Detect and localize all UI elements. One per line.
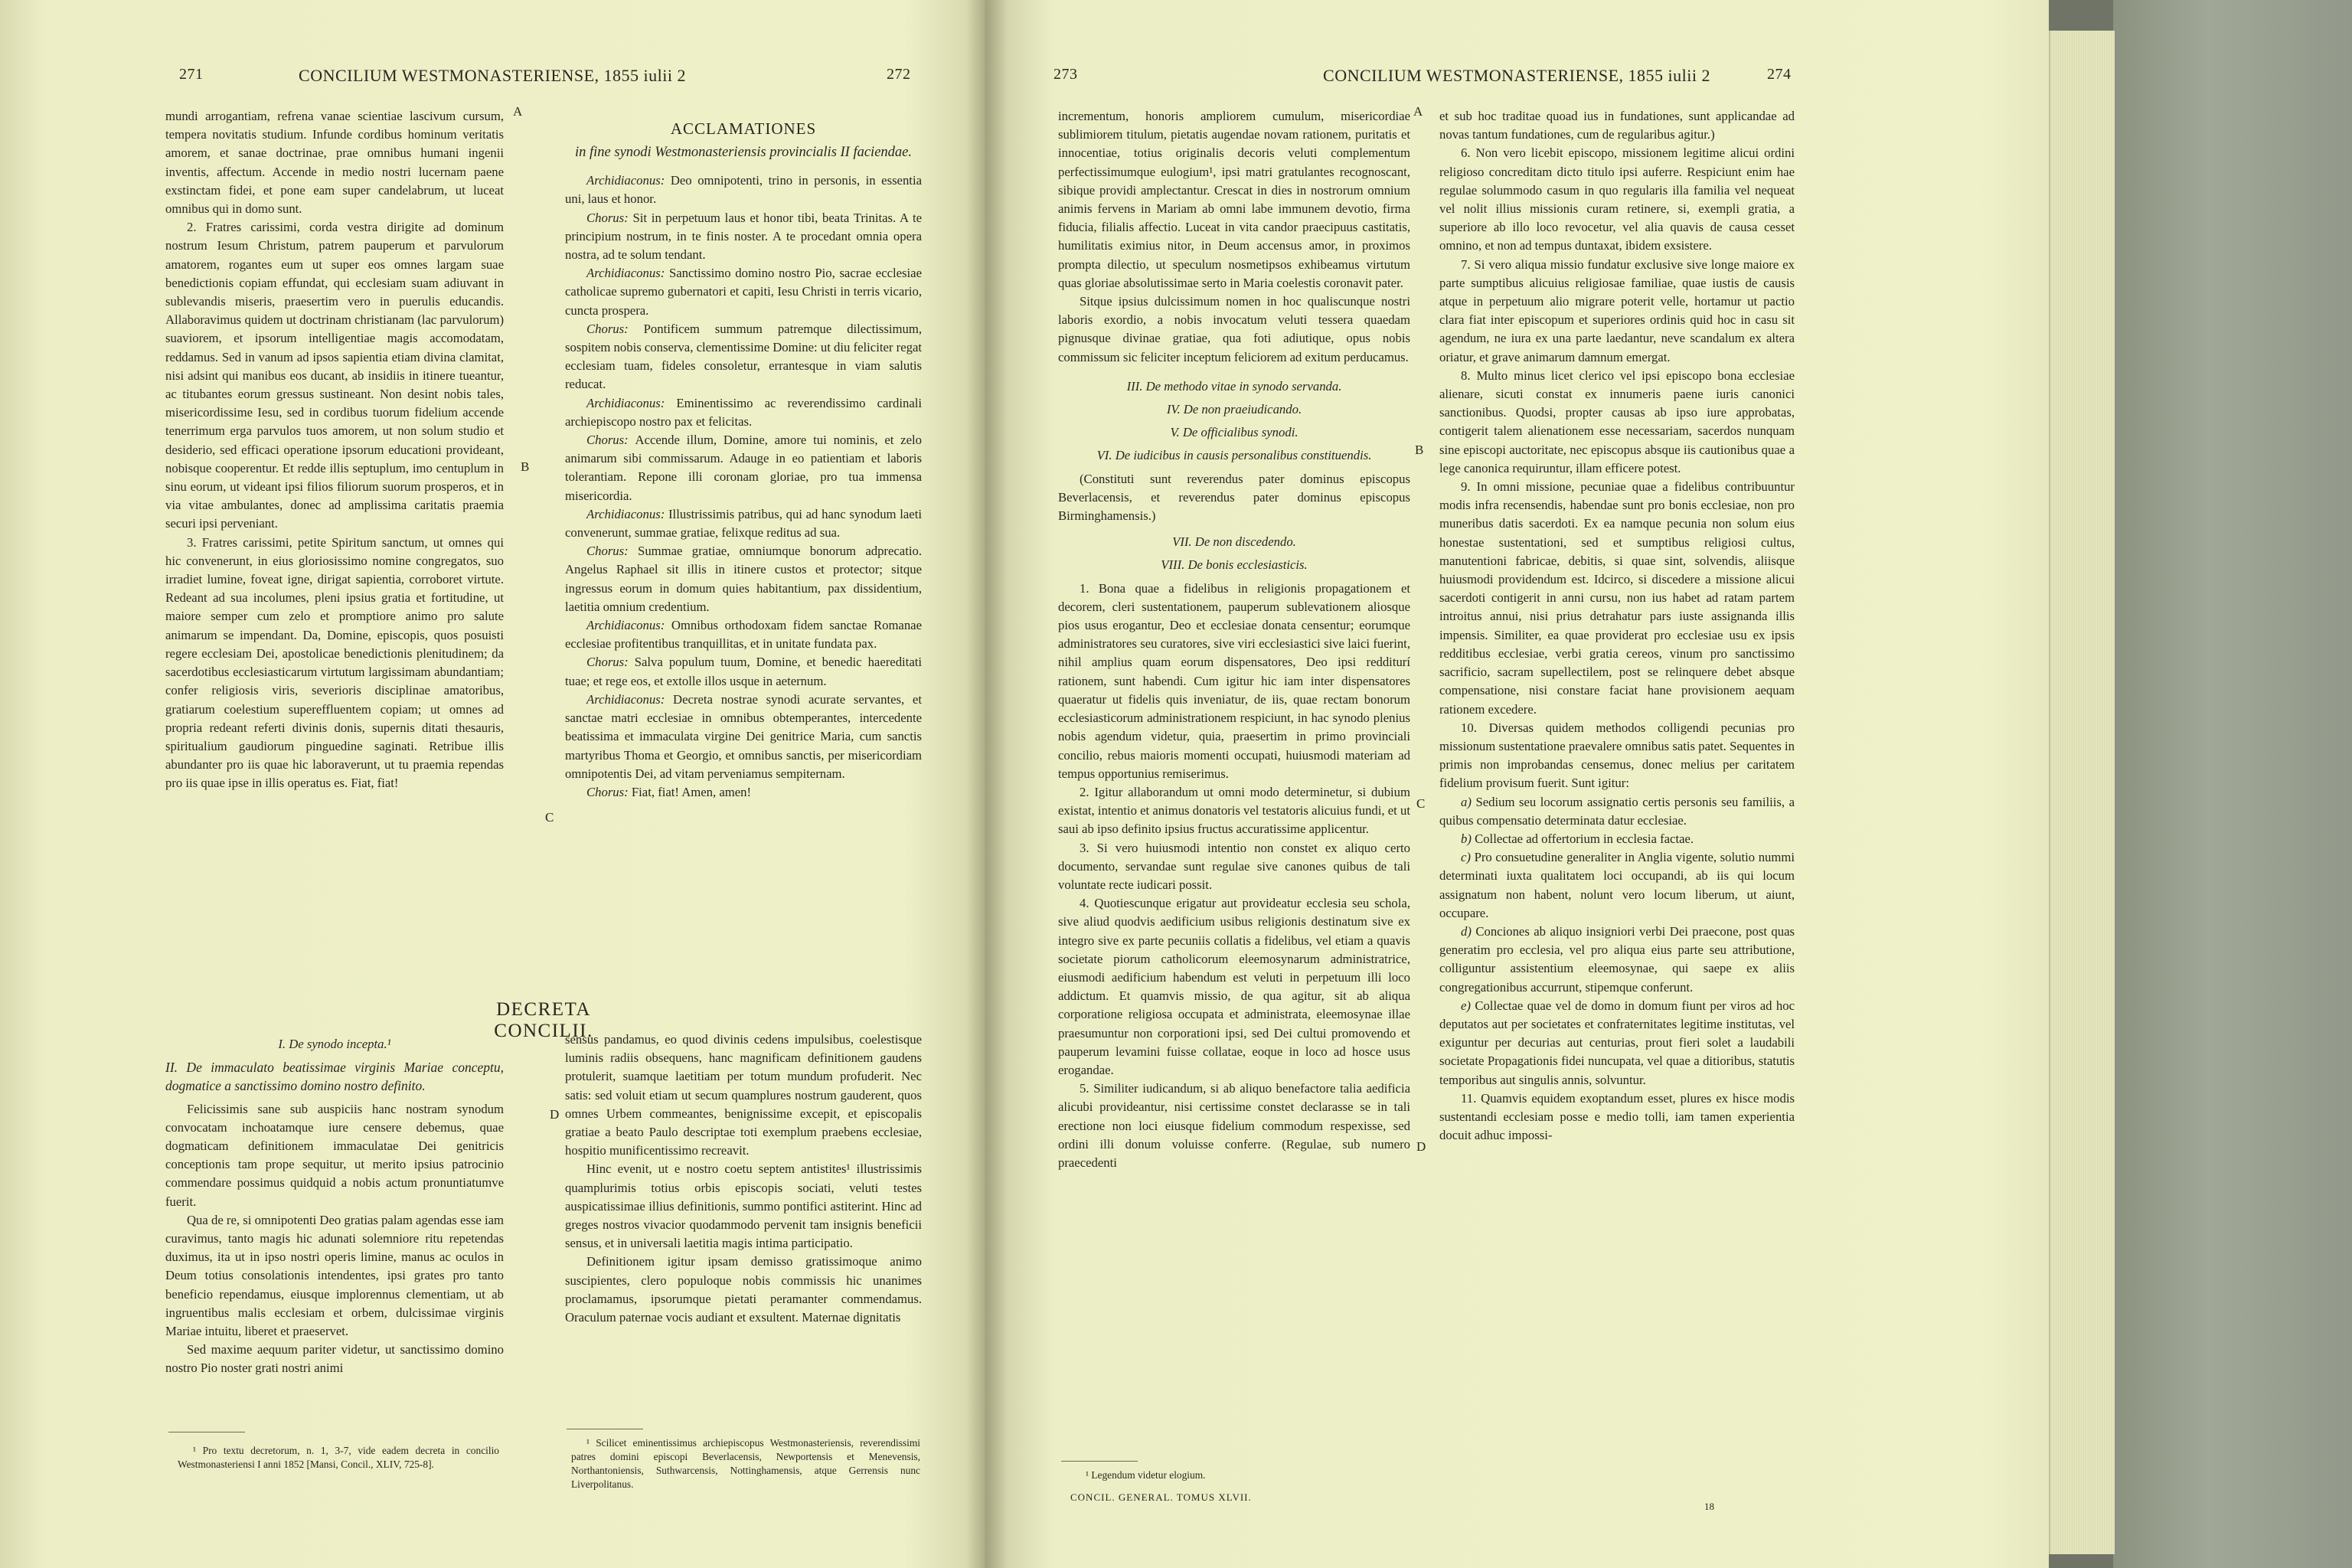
text-column (1439, 107, 1795, 1145)
paragraph: (Constituti sunt reverendus pater dominus episcopus Beverlacensis, et reverendus pater dominus episcopus Birminghamensis.) (1058, 471, 1410, 524)
margin-marker: B (1415, 443, 1424, 457)
list-text: Collectae ad offertorium in ecclesia factae. (1475, 831, 1694, 846)
signature-mark: CONCIL. GENERAL. TOMUS XLVII. (1070, 1491, 1252, 1503)
paragraph: 11. Quamvis equidem exoptandum esset, plures ex hisce modis sustentandi ecclesiam posse e medio tolli, iam tamen experientia docuit adhuc impossi- (1439, 1090, 1795, 1143)
acclamation (565, 209, 922, 265)
page-number: 272 (887, 66, 911, 83)
speaker-label: Chorus: (586, 321, 644, 336)
speaker-label: Archidiaconus: (586, 395, 677, 410)
speaker-label: Chorus: (586, 433, 635, 448)
footnote (571, 1436, 920, 1491)
paragraph: incrementum, honoris ampliorem cumulum, misericordiae sublimiorem titulum, pietatis augendae novam rationem, puritatis et innocentiae, totius originalis decoris veluti complementum perfectissimumque eulogium¹, ipsi matri gratulantes recognoscant, sibique providi amplectantur. Crescat in dies in nostrorum omnium animis fervens in Mariam ab omni labe immunem devotio, firma fiducia, filialis affectio. Luceat in vita candor praecipuus castitatis, humilitatis eximius nitor, in Deum accensus amor, in proximos prompta dilectio, ut speculum nosmetipsos exhibeamus virtutum quas gloriae absolutissimae serto in Maria coelestis coronavit pater. (1058, 109, 1410, 290)
paragraph: 8. Multo minus licet clerico vel ipsi episcopo bona ecclesiae alienare, sicuti constat ex innumeris paene iuris canonici sanctionibus. Quodsi, propter causas ab ipso iure approbatas, contigerit talem alienationem esse necessariam, sacerdos nunquam sine episcopi auctoritate, nec episcopus absque iis cautionibus quae a lege canonica requiruntur, illam efficere potest. (1439, 368, 1795, 475)
list-label: d) (1461, 923, 1476, 939)
heading-group (1058, 377, 1410, 466)
margin-marker: A (1413, 104, 1423, 119)
decreta-heading: DECRETA CONCILII. (494, 999, 593, 1041)
paragraph: Qua de re, si omnipotenti Deo gratias palam agendas esse iam curavimus, tanto magis hic adunati solemniore ritu repetendas duximus, ita ut in ipso nostri operis limine, manus ac oculos in Deum totius consolationis intendentes, ipsi grates pro tanto beneficio rependamus, eiusque implorennus clementiam, ut ab ingruentibus malis ecclesiam et orbem, dulcissimae virginis Mariae intuitu, liberet et praeservet. (165, 1212, 504, 1339)
footnote-rule (1061, 1461, 1138, 1462)
footnote (1070, 1468, 1407, 1482)
list-text: Pro consuetudine generaliter in Anglia vigente, solutio nummi determinati iuxta qualitatem loci occupandi, ab iis qui locum assignatum non habent, nolunt vero locum liberum, ut aiunt, occupare. (1439, 850, 1795, 920)
text-column (165, 107, 504, 793)
acclamation (565, 653, 922, 690)
page-edges (2049, 31, 2115, 1554)
paragraph: 9. In omni missione, pecuniae quae a fidelibus contribuuntur modis infra recensendis, habendae sunt pro bonis ecclesiae, non pro muneribus datis sacerdoti. Ex ea namque pecunia non solum eius honestae sustentationi, sed et sumptibus religiosi cultus, manutentioni fabricae, debitis, si quae sint, solvendis, aliisque huiusmodi providendum est. Idcirco, si discedere a missione alicui sacerdoti contigerit in anni cursu, non ius habet ad ratam partem introitus annui, nisi prius detrahatur pars iuste assignanda illis impensis. Similiter, ea quae providerat pro ecclesiae usu ex ipsis redditibus ecclesiae, verbi gratia cereos, vinum pro sanctissimo sacrificio, sacram supellectilem, post se relinquere debet absque compensatione, nisi constare faciat hane provisionem aequam rationem excedere. (1439, 479, 1795, 717)
acclamation-text: Salva populum tuum, Domine, et benedic haereditati tuae; et rege eos, et extolle illos usque in aeternum. (565, 655, 922, 688)
paragraph: Sed maxime aequum pariter videtur, ut sanctissimo domino nostro Pio noster grati nostri animi (165, 1342, 504, 1376)
text-column (565, 1031, 922, 1327)
footnote-text: ¹ Legendum videtur elogium. (1086, 1469, 1206, 1481)
acclamation (565, 616, 922, 653)
paragraph-group (165, 1100, 504, 1378)
running-head (985, 66, 2049, 93)
list-label: c) (1461, 850, 1475, 865)
heading-group (1058, 533, 1410, 574)
acclamation (565, 394, 922, 431)
acclamation-text: Summae gratiae, omniumque bonorum adprecatio. Angelus Raphael sit illis in itinere custos et protector; sitque ingressus eorum in domum quies habitantium, pax dissidentium, laetitia omnium credentium. (565, 544, 922, 614)
acclamation-text: Deo omnipotenti, trino in personis, in essentia uni, laus et honor. (565, 173, 922, 207)
list-text: Sedium seu locorum assignatio certis personis seu familiis, a quibus compensatio determinata datur ecclesiae. (1439, 794, 1795, 828)
speaker-label: Chorus: (586, 544, 639, 559)
list-text: Collectae quae vel de domo in domum fiunt per viros ad hoc deputatos aut per societates et confraternitates legitime institutas, vel exiguntur per decurias aut centurias, prout fieri solet a laudabili societate Propagationis fidei nuncupata, vel quae a ditioribus, statutis temporibus aut singulis annis, solvuntur. (1439, 998, 1795, 1087)
margin-marker: C (1416, 796, 1426, 811)
speaker-label: Archidiaconus: (586, 266, 669, 281)
paragraph: 3. Si vero huiusmodi intentio non constet ex aliquo certo documento, servandae sunt regulae sive canones quibus de tali voluntate recte iudicari possit. (1058, 840, 1410, 892)
margin-marker: A (513, 104, 523, 119)
background-surface (2113, 0, 2352, 1568)
acclamation (565, 320, 922, 394)
book-gutter (966, 0, 1008, 1568)
right-page (985, 0, 2049, 1568)
speaker-label: Archidiaconus: (586, 691, 674, 707)
acclamationes-column (565, 113, 922, 802)
list-item (1439, 923, 1795, 997)
list-text: Conciones ab aliquo insigniori verbi Dei praecone, post quas generatim pro ecclesia, vel pro aliqua eius parte seu attributione, colliguntur assistentium eleemosynae, qui saepe ex aliis congregationibus accurrunt, stipemque conferunt. (1439, 923, 1795, 995)
section-heading: V. De officialibus synodi. (1170, 425, 1298, 440)
list-item (1439, 830, 1795, 848)
list-item (1439, 997, 1795, 1089)
paragraph: mundi arrogantiam, refrena vanae scientiae lascivum cursum, tempera novitatis studium. Infunde cordibus hominum veritatis amorem, et sanae doctrinae, prae omnibus humani ingenii inventis, affectum. Accende in medio nostri lucernam paene exstinctam fidei, et pone eam super candelabrum, ut luceat omnibus qui in domo sunt. (165, 109, 504, 217)
acclamation-text: Eminentissimo ac reverendissimo cardinali archiepiscopo nostro pax et felicitas. (565, 395, 922, 429)
paragraph: 3. Fratres carissimi, petite Spiritum sanctum, ut omnes qui hic convenerunt, in eius gloriosissimo nomine congregatos, suo irradiet lumine, foveat igne, dirigat sapientia, corroboret virtute. Redeant ad sua incolumes, pleni ipsius gratia et fortitudine, ut maiore semper cum zelo et promptiore animo pro salute animarum se impendant. Da, Domine, episcopis, quos posuisti regere ecclesiam Dei, apostolicae benedictionis plenitudinem; da sacerdotibus ecclesiasticarum virtutum largissimam abundantiam; confer religiosis viris, severioris disciplinae amatoribus, gratiarum coelestium supereffluentem copiam; ut omnes ad propria redeant referti divinis donis, supernis ditati thesauris, spiritualium gaudiorum pinguedine saginati. Retribue illis abundanter pro iis quae hic laboraverunt, ut tu praemia rependas pro iis quae ipse in illis operatus es. Fiat, fiat! (165, 534, 504, 791)
list-item (1439, 793, 1795, 830)
text-column (165, 1031, 504, 1378)
paragraph: Sitque ipsius dulcissimum nomen in hoc qualiscunque nostri laboris exordio, a nobis invocatum veluti tessera quaedam pignusque divinae gratiae, qua foti adiutique, opus nobis commissum sic feliciter inceptum feliciorem ad exitum perducamus. (1058, 294, 1410, 364)
page-number: 271 (179, 66, 204, 83)
acclamation-text: Sit in perpetuum laus et honor tibi, beata Trinitas. A te principium nostrum, in te finis noster. A te procedant omnia opera nostra, ad te solum tendant. (565, 210, 922, 263)
paragraph: 7. Si vero aliqua missio fundatur exclusive sive longe maiore ex parte sumptibus alicuius religiosae familiae, quae iustis de causis atque in perpetuum alio migrare poterit velle, hortamur ut pactio clara fiat inter episcopum et superiores ordinis quid hoc in casu sit agendum, ne iura ex una parte laedantur, neve scandalum ex altera oriatur, et grave animarum damnum emergat. (1439, 256, 1795, 364)
list-label: e) (1461, 998, 1475, 1013)
acclamation-text: Fiat, fiat! Amen, amen! (631, 784, 752, 799)
paragraph-group (1439, 107, 1795, 793)
section-heading: VI. De iudicibus in causis personalibus constituendis. (1096, 448, 1372, 463)
speaker-label: Archidiaconus: (586, 618, 671, 633)
speaker-label: Chorus: (586, 210, 633, 225)
paragraph: 1. Bona quae a fidelibus in religionis propagationem et decorem, cleri sustentationem, pauperum sublevationem aliosque pios usus erogantur, Deo et ecclesiae donata censentur; eorumque administratores seu curatores, sive viri ecclesiastici sive laici fuerint, nihil amplius quam eorum dispensatores, Deo ipsi redditurí rationem, sunt habendi. Cum igitur hic iam inter dispensatores quaeratur ut fidelis quis inveniatur, de iis, quae rectam bonorum ecclesiasticorum administrationem respiciunt, in hac synodo plenius nobis agendum videtur, quia, praesertim in primo provinciali concilio, rebus maioris momenti occupati, huiusmodi materiam ad tempus opportunius remiserimus. (1058, 580, 1410, 781)
speaker-label: Archidiaconus: (586, 173, 671, 188)
acclamation-text: Omnibus orthodoxam fidem sanctae Romanae ecclesiae profitentibus tranquillitas, et in unitate fundata pax. (565, 618, 922, 652)
paragraph: 2. Fratres carissimi, corda vestra dirigite ad dominum nostrum Iesum Christum, patrem pauperum et parvulorum amatorem, rogantes eum ut super eos omnes largam suae benedictionis copiam effundat, qui ecclesiam suam adiuvant in sublevandis miseris, praesertim vero in puerulis educandis. Allaboravimus quidem ut doctrinam christianam (lac parvulorum) suaviorem, et ipsorum intelligentiae magis accomodatam, reddamus. Sed in vanum ad ipsos sapientia etiam divina clamitat, nisi adsint qui manibus eos ducant, ab insidiis in itinere tueantur, ac titubantes eorum gressus sustineant. Non desint nobis tales, misericordissime Iesu, sed in cordibus tuorum fidelium accende tenerrimum erga parvulos tuos amorem, ut non solum studio et desiderio, sed efficaci operatione ipsorum educationi provideant, nobisque cooperentur. Et redde illis septuplum, imo centuplum in sinu eorum, ut videant ipsi filios filiorum suorum prosperos, et in via vitae ambulantes, donec ad amplissima caritatis praemia securi ipsi perveniant. (165, 220, 504, 531)
acclamation-list (565, 172, 922, 802)
acclamation-text: Decreta nostrae synodi acurate servantes, et sanctae matri ecclesiae in omnibus obtemperantes, intercedente beatissima et immaculata virgine Dei genitrice Maria, cum sanctis martyribus Thoma et Georgio, et omnibus sanctis, per misericordiam omnipotentis Dei, ad vitam perveniamus sempiternam. (565, 691, 922, 781)
section-title: ACCLAMATIONES (670, 119, 817, 138)
section-heading: IV. De non praeiudicando. (1166, 402, 1302, 417)
acclamation (565, 691, 922, 783)
margin-marker: B (521, 459, 530, 474)
acclamation (565, 431, 922, 505)
acclamation (565, 542, 922, 616)
margin-marker: C (545, 810, 554, 825)
acclamation (565, 172, 922, 208)
speaker-label: Chorus: (586, 655, 635, 670)
margin-marker: D (1416, 1139, 1426, 1154)
acclamation (565, 783, 922, 802)
text-column (1058, 107, 1410, 1172)
running-title: CONCILIUM WESTMONASTERIENSE, 1855 iulii 2 (1323, 66, 1710, 85)
paragraph: 10. Diversas quidem methodos colligendi pecunias pro missionum sustentatione praevalere omnibus satis patet. Sequentes in primis non improbandas censemus, donec melius per caritatem fidelium provisum fuerit. Sunt igitur: (1439, 720, 1795, 791)
paragraph: 5. Similiter iudicandum, si ab aliquo benefactore talia aedificia alicubi provideantur, nisi certissime constet declarasse se in tali erectione non loci eiusque fidelium commodum respexisse, sed ordini illi donum voluisse conferre. (Regulae, sub numero praecedenti (1058, 1081, 1410, 1170)
list-label: a) (1461, 794, 1476, 809)
page-number: 274 (1767, 66, 1792, 83)
paragraph-group (1058, 107, 1410, 367)
running-head (0, 66, 985, 93)
paragraph: Hinc evenit, ut e nostro coetu septem antistites¹ illustrissimis quamplurimis totius orbis episcopis sociati, veluti testes auspicatissimae illius definitionis, summo pontifici astiterint. Hinc ad greges nostros vivacior quodammodo pervenit tam insignis beneficii sensus, et in universali laetitia magis intima participatio. (565, 1161, 922, 1251)
paragraph: Felicissimis sane sub auspiciis hanc nostram synodum convocatam inchoatamque iure censere debemus, quae dogmaticam definitionem immaculatae Dei genitricis conceptionis tam prope sequitur, ut merito ipsius patrocinio commendare possimus quidquid a nobis actum pronuntiatumve fuerit. (165, 1101, 504, 1209)
running-title: CONCILIUM WESTMONASTERIENSE, 1855 iulii 2 (299, 66, 686, 85)
section-heading: VIII. De bonis ecclesiasticis. (1161, 557, 1308, 573)
footnote-text: ¹ Pro textu decretorum, n. 1, 3-7, vide eadem decreta in concilio Westmonasteriensi I anni 1852 [Mansi, Concil., XLIV, 725-8]. (178, 1445, 499, 1470)
acclamation-text: Sanctissimo domino nostro Pio, sacrae ecclesiae catholicae supremo gubernatori et capiti, Iesu Christi in terris vicario, cuncta prospera. (565, 266, 922, 318)
acclamation-text: Pontificem summum patremque dilectissimum, sospitem nobis conserva, clementissime Domine: ut diu feliciter regat ecclesiam tuam, fideles consoletur, errantesque in viam salutis reducat. (565, 321, 922, 392)
paragraph: Definitionem igitur ipsam demisso gratissimoque animo suscipientes, clero populoque nobis commissis hic unanimes proclamamus, ipsorumque pietati peramanter commendamus. Oraculum paternae vocis audiant et exsultent. Maternae dignitatis (565, 1254, 922, 1325)
paragraph: 4. Quotiescunque erigatur aut provideatur ecclesia seu schola, sive aliud quodvis aedificium usibus religionis destinatum sive ex integro sive ex parte pecuniis collatis a fidelibus, vel etiam a quavis societate piorum catholicorum eleemosynarum administratrice, eiusmodi aedificium habendum est veluti in perpetuum illi loco addictum. Et quamvis missio, de qua agitur, sit ab aliqua corporatione religiosa occupata et administrata, eleemosynae illae praesumuntur non corporationi ipsi, sed Dei cultui promovendo et pauperum levamini fuisse collatae, eoque in loco ad hosce usus erogandae. (1058, 896, 1410, 1077)
speaker-label: Chorus: (586, 784, 632, 799)
acclamation (565, 505, 922, 542)
speaker-label: Archidiaconus: (586, 506, 668, 521)
acclamation (565, 264, 922, 320)
footnote-text: ¹ Scilicet eminentissimus archiepiscopus Westmonasteriensis, reverendissimi patres domini episcopi Beverlacensis, Newportensis et Menevensis, Northantoniensis, Suthwarcensis, Nottinghamensis, atque Gerrensis nunc Liverpolitanus. (571, 1437, 920, 1490)
acclamation-text: Illustrissimis patribus, qui ad hanc synodum laeti convenerunt, summae gratiae, felixque reditus ad sua. (565, 506, 922, 541)
paragraph: et sub hoc traditae quoad ius in fundationes, sunt applicandae ad novas tantum fundationes, cum de regularibus agitur.) (1439, 109, 1795, 142)
paragraph-group (1058, 580, 1410, 1173)
left-page (0, 0, 985, 1568)
section-heading: I. De synodo incepta.¹ (278, 1037, 391, 1051)
page-number: 273 (1054, 66, 1078, 83)
paragraph: 2. Igitur allaborandum ut omni modo determinetur, si dubium existat, intentio et animus donatoris vel testatoris alicuius fundi, et ut saui ab ipso definito ipsius fructus accuratissime applicentur. (1058, 784, 1410, 837)
section-heading: II. De immaculato beatissimae virginis Mariae conceptu, dogmatice a sanctissimo domino nostro definito. (165, 1060, 504, 1094)
section-subtitle: in fine synodi Westmonasteriensis provincialis II faciendae. (575, 145, 912, 161)
paragraph: sensus pandamus, eo quod divinis cedens impulsibus, coelestisque luminis radiis obsequens, hanc magnificam definitionem gaudens protulerit, suamque laetitiam per totum mundum profuderit. Nec satis: sed voluit etiam ut secum quamplures nostrum gauderent, quos omnes Urbem commeantes, benignissime excepit, et episcopalis gratiae a beato Paulo descriptae toti exemplum praebens ecclesiae, hospitio munificentissimo recreavit. (565, 1032, 922, 1158)
section-heading: VII. De non discedendo. (1172, 534, 1296, 550)
section-heading: III. De methodo vitae in synodo servanda. (1126, 378, 1342, 394)
acclamation-text: Accende illum, Domine, amore tui nominis, et zelo animarum sibi commissarum. Adauge in eo patientiam et laboris tolerantiam. Repone illi coronam gloriae, pro tua immensa misericordia. (565, 433, 922, 503)
folio-number: 18 (1704, 1501, 1714, 1512)
footnote (178, 1444, 499, 1472)
paragraph: 6. Non vero licebit episcopo, missionem legitime alicui ordini religioso concreditam dicto titulo ipsi auferre. Respiciunt enim hae regulae solummodo casum in quo regularis illa familia vel nequeat vel nolit illius missionis curam retinere, si, exempli gratia, a superiore ab illo loco revocetur, vel alia quavis de causa cesset omnino, et non ad tempus duntaxat, ibidem exsistere. (1439, 145, 1795, 253)
margin-marker: D (550, 1107, 560, 1122)
collection-methods-list (1439, 793, 1795, 1089)
list-label: b) (1461, 831, 1475, 846)
list-item (1439, 848, 1795, 923)
